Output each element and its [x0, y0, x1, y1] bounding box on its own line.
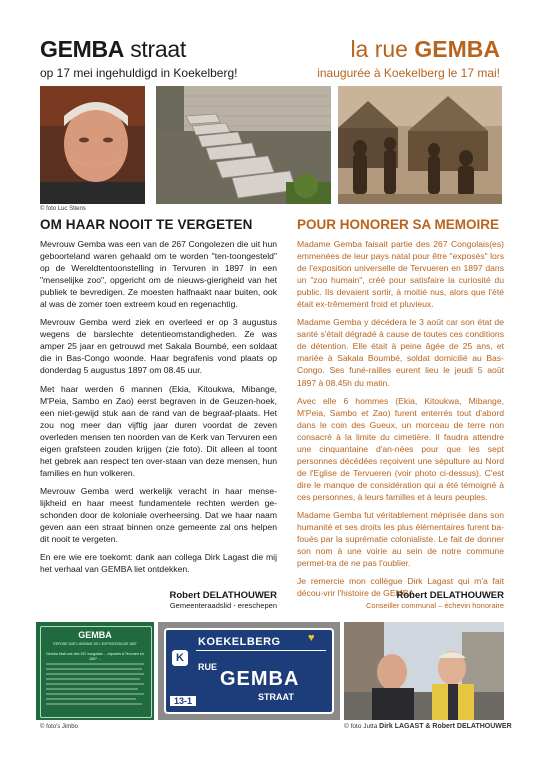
paragraph: Madame Gemba y décédera le 3 août car son état de santé s'était dégradé à cause de toutes ces conditions de détention. Elle était à peine âgée de 25 ans, et mariée à Sakala Boumbé, soldat domicilié au Bas-Congo. Ses funé-railles eurent lieu le jeudi 5 août 1897 à 08.45h du matin.	[297, 317, 504, 388]
sign-logo-icon: K	[172, 650, 188, 666]
sign-name: GEMBA	[220, 668, 300, 690]
plaque-title: GEMBA	[78, 630, 112, 640]
sign-credit: © foto's Jimbo	[40, 724, 78, 730]
paragraph: En ere wie ere toekomt: dank aan collega Dirk Lagast die mij het verhaal van GEMBA liet ontdekken.	[40, 552, 277, 575]
heading-fr: POUR HONORER SA MEMOIRE	[297, 217, 500, 232]
plaque-subtitle: REPOSE SUR L'AVENUE DE L'EXPOSITION DE 1897	[53, 642, 137, 646]
paragraph: Madame Gemba fut véritablement méprisée dans son humanité et ses droits les plus élémentaires furent ba-foués par la suprématie colonialiste. Le fait de donner son nom à une voirie au sein de notre commune permet-tra de ne pas l'oublier.	[297, 509, 504, 569]
signature-name: Robert DELATHOUWER	[396, 590, 504, 601]
title-nl-rest: straat	[124, 36, 186, 62]
paragraph: Madame Gemba faisait partie des 267 Congolais(es) emmenées de leur pays natal pour être "exposés" lors de l'exposition universelle de Tervueren en 1897 dans un "zoo humain", créé pour satisfaire la curiosité du public. Ils devaient sortir, à moitié nus, alors que l'été était ex-trêmement froid et pluvieux.	[297, 239, 504, 310]
signature-name: Robert DELATHOUWER	[169, 590, 277, 601]
historic-photo	[338, 86, 502, 204]
signature-role: Conseiller communal – échevin honoraire	[366, 601, 504, 610]
subtitle-fr: inaugurée à Koekelberg le 17 mai!	[317, 66, 500, 80]
article-nl	[40, 238, 277, 581]
sign-prefix: RUE	[198, 662, 218, 672]
title-nl-bold: GEMBA	[40, 36, 125, 62]
plaque-body: Gemba était une des 267 congolais ... exposés à Tervuren en 1897 ...	[46, 652, 144, 661]
subtitle-nl: op 17 mei ingehuldigd in Koekelberg!	[40, 66, 238, 80]
memorial-plaque-photo	[36, 622, 154, 720]
title-fr	[350, 36, 500, 63]
sign-number: 13-1	[170, 696, 196, 706]
portrait-photo	[40, 86, 145, 204]
portrait-credit: © foto Luc Stiens	[40, 206, 86, 212]
paragraph: Avec elle 6 hommes (Ekia, Kitoukwa, Mibange, M'Peia, Sambo et Zao) furent enterrés tout d'abord dans le coin des Gueux, un morceau de terre non consacré à la limite du cimetière. Il faudra attendre une cinquantaine d'an-nées pour que les sept personnes décédées reçoivent une sépulture au Nord de l'Eglise de Tervueren (voir photo ci-dessus). C'est dire le manque de considération qui a été témoigné à ces personnes, à leurs familles et à leurs peuples.	[297, 395, 504, 502]
title-fr-bold: GEMBA	[414, 36, 500, 62]
article-fr	[297, 238, 504, 605]
paragraph: Met haar werden 6 mannen (Ekia, Kitoukwa, Mibange, M'Peia, Sambo en Zao) eerst begraven in de Geuzen-hoek, een niet-gewijd stuk aan de rand van de begraaf-plaats. Het zou nog meer dan vijftig jaar duren voordat de zeven overleden mensen ten noorden van de Kerk van Tervuren een eigen grafsteen zouden krijgen (zie foto). Dit alleen al toont het gebrek aan respect ten over-staan van deze mensen, hun families en hun volkeren.	[40, 383, 277, 478]
graves-photo	[156, 86, 331, 204]
signature-nl	[77, 590, 277, 610]
title-nl	[40, 36, 186, 63]
signature-role: Gemeenteraadslid - ereschepen	[169, 601, 277, 610]
people-photo	[344, 622, 504, 720]
heading-nl: OM HAAR NOOIT TE VERGETEN	[40, 217, 253, 232]
heart-icon: ♥	[308, 632, 315, 644]
people-credit: © foto Jutta	[344, 723, 380, 730]
sign-commune: KOEKELBERG	[198, 636, 281, 648]
signature-fr	[294, 590, 504, 610]
paragraph: Mevrouw Gemba werd werkelijk veracht in haar mense-lijkheid en haar meest fundamentele rechten werden ge-schonden door de koloniale overheersing. Dat we haar naam geven aan een straat binnen onze gemeente zal ons helpen dit nooit te vergeten.	[40, 485, 277, 545]
paragraph: Mevrouw Gemba was een van de 267 Congolezen die uit hun geboorteland waren gehaald om te worden "ten-toongesteld" op de Wereldtentoonstelling in Tervuren in 1897 in een "menselijke zoo", opgericht om de nieuws-gierigheid van het publiek te bevredigen. Ze moesten halfnaakt naar buiten, ook al was de zomer toen extreem koud en regenachtig.	[40, 239, 277, 310]
paragraph: Je remercie mon collègue Dirk Lagast qui m'a fait décou-vrir l'histoire de GEMBA.	[297, 576, 504, 599]
paragraph: Mevrouw Gemba werd ziek en overleed er op 3 augustus wegens de barslechte detentieomstandigheden. Ze was amper 25 jaar en getrouwd met Sakala Boumbé, een soldaat die in Bas-Congo woonde. Haar begrafenis vond plaats op donderdag 5 augustus 1897 om 08.45 uur.	[40, 317, 277, 376]
people-names: Dirk LAGAST & Robert DELATHOUWER	[379, 723, 512, 730]
street-sign-photo	[158, 622, 340, 720]
title-fr-prefix: la rue	[350, 36, 415, 62]
people-caption	[344, 723, 512, 730]
sign-suffix: STRAAT	[258, 692, 294, 702]
